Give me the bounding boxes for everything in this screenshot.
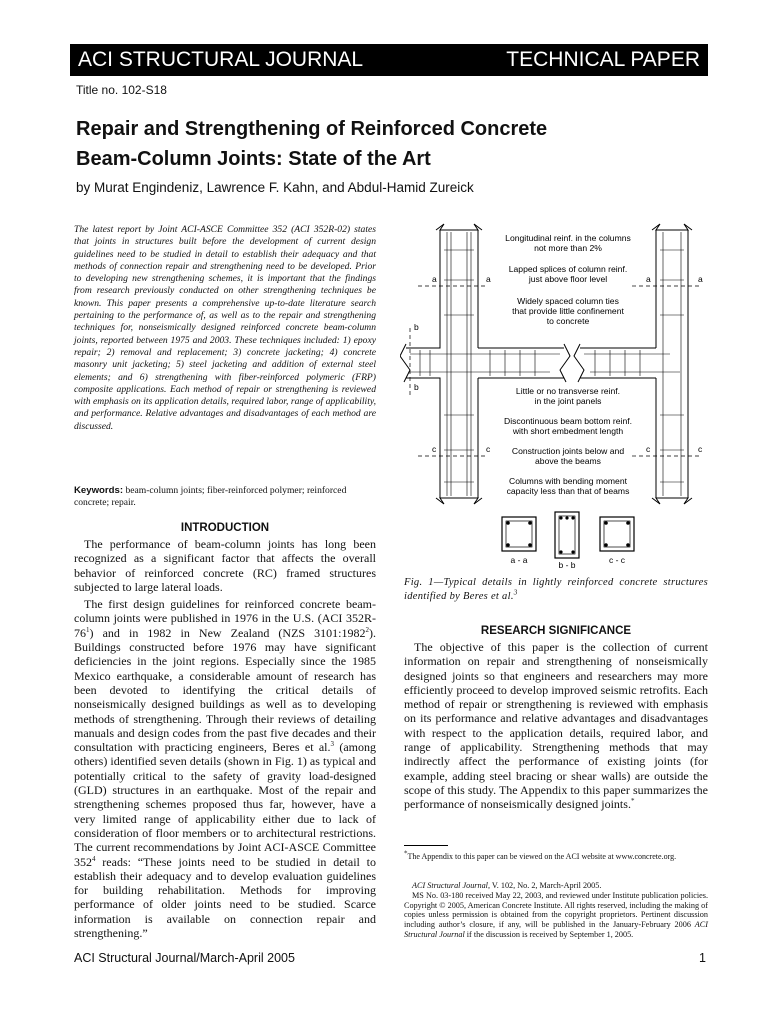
note-5: Widely spaced column ties bbox=[517, 296, 619, 306]
note-4: just above floor level bbox=[528, 274, 608, 284]
left-column-lower-edge bbox=[406, 378, 440, 498]
paper-title-line1: Repair and Strengthening of Reinforced Concrete bbox=[76, 118, 548, 140]
note-3: Lapped splices of column reinf. bbox=[508, 264, 628, 274]
note-10: Discontinuous beam bottom reinf. bbox=[503, 416, 633, 426]
note-6: that provide little confinement bbox=[512, 306, 624, 316]
note-8: Little or no transverse reinf. bbox=[515, 386, 621, 396]
paper-title-line2: Beam-Column Joints: State of the Art bbox=[76, 148, 431, 170]
journal-reference: ACI Structural Journal, V. 102, No. 2, March-April 2005. bbox=[412, 881, 602, 890]
section-mark-c-right: c bbox=[646, 444, 651, 454]
keywords-label: Keywords: bbox=[74, 485, 124, 496]
note-11: with short embedment length bbox=[512, 426, 624, 436]
research-significance-heading: RESEARCH SIGNIFICANCE bbox=[480, 625, 632, 637]
paper-title bbox=[76, 114, 696, 174]
figure-1-caption: Fig. 1—Typical details in lightly reinforced concrete structures identified by Beres et al.$^3$ bbox=[404, 577, 708, 602]
introduction-body bbox=[74, 537, 376, 940]
title-number: Title no. 102-S18 bbox=[76, 83, 167, 97]
section-mark-a-right: a bbox=[646, 274, 651, 284]
intro-paragraph-1: The performance of beam-column joints has long been recognized as a significant factor that affects the overall behavior of reinforced concrete (RC) framed structures subjected to large lateral loads. bbox=[74, 537, 376, 594]
paper-type: TECHNICAL PAPER bbox=[506, 48, 700, 71]
appendix-footnote: *The Appendix to this paper can be viewed on the ACI website at www.concrete.org. bbox=[404, 849, 677, 861]
introduction-heading: INTRODUCTION bbox=[180, 522, 270, 534]
note-7: to concrete bbox=[546, 316, 590, 326]
section-label-b-b: b - b bbox=[558, 560, 576, 570]
figure-1 bbox=[400, 220, 712, 576]
note-14: Columns with bending moment bbox=[509, 476, 627, 486]
section-mark-c-left: c bbox=[432, 444, 437, 454]
section-mark-b-bottom: b bbox=[414, 382, 419, 392]
note-12: Construction joints below and bbox=[511, 446, 625, 456]
note-2: not more than 2% bbox=[534, 243, 602, 253]
footer-journal: ACI Structural Journal/March-April 2005 bbox=[74, 951, 295, 965]
section-mark-c-left-2: c bbox=[486, 444, 491, 454]
section-mark-b-top: b bbox=[414, 322, 419, 332]
page-number: 1 bbox=[699, 951, 706, 965]
section-label-c-c: c - c bbox=[608, 555, 626, 565]
section-label-a-a: a - a bbox=[510, 555, 528, 565]
intro-paragraph-2: The first design guidelines for reinforced concrete beam-column joints were published in 1976 in the U.S. (ACI $352R-76^1$) and in 1982 in New Zealand (NZS 3101:1982$^2$). Buildings constructed before 1976 may have significant deficiencies in the joint regions. Especially since the 1985 Mexico earthquake, a considerable amount of research has been devoted to identifying the critical details of nonseismically designed buildings as well as to developing methods of strengthening. Through their reviews of detailing manuals and design codes from the past five decades and their consultation with practicing engineers, Beres et al.$^3$ (among others) identified seven details (shown in Fig. 1) as typical and potentially critical to the safety of gravity load-designed (GLD) structures in an earthquake. Most of the repair and strengthening schemes proposed thus far, however, have a very limited range of applicability either due to lack of consideration of floor members or to architectural restrictions. The current recommendations by Joint ACI-ASCE Committee $352^4$ reads: “These joints need to be studied in detail to establish their adequacy and to develop evaluation guidelines for building rehabilitation. Methods for improving performance of older joints need to be studied. Scarce information is available on connection repair and strengthening.” bbox=[74, 597, 377, 941]
keywords-text: beam-column joints; fiber-reinforced polymer; reinforced concrete; repair. bbox=[74, 485, 347, 508]
left-column-upper-edge bbox=[406, 230, 440, 348]
publication-note bbox=[404, 881, 708, 940]
note-13: above the beams bbox=[535, 456, 601, 466]
abstract: The latest report by Joint ACI-ASCE Committee 352 (ACI 352R-02) states that joints in structures built before the development of current design guidelines need to be studied in detail to establish their adequacy and that methods of connection repair and strengthening need to be developed. Prior to developing new strengthening schemes, it is important that the findings from research previously conducted on other strengthening techniques be known. This paper presents a comprehensive up-to-date literature search pertaining to the performance of, as well as to the repair and strengthening techniques for, nonseismically designed reinforced concrete beam-column joints, reported between 1975 and 2003. These techniques included: 1) epoxy repair; 2) removal and replacement; 3) concrete jacketing; 4) concrete masonry unit jacketing; 5) steel jacketing and addition of external steel elements; and 6) strengthening with fiber-reinforced polymeric (FRP) composite applications. Each method of repair or strengthening is reviewed with emphasis on its application details, required labor, range of applicability, and performance. Relative advantages and disadvantages of each method are discussed. bbox=[74, 224, 376, 432]
note-1: Longitudinal reinf. in the columns bbox=[505, 233, 631, 243]
journal-banner bbox=[70, 44, 708, 76]
research-significance-body bbox=[404, 640, 708, 812]
section-mark-c-right-2: c bbox=[698, 444, 703, 454]
section-mark-a-right-2: a bbox=[698, 274, 703, 284]
note-9: in the joint panels bbox=[534, 396, 602, 406]
research-paragraph: The objective of this paper is the collection of current information on repair and strengthening of nonseismically designed joints so that engineers and researchers may more efficiently proceed to develop improved seismic retrofits. Each method of repair or strengthening is reviewed with emphasis on its performance and relative advantages and disadvantages with respect to the application details, required labor, and range of applicability. Strengthening methods that may indirectly affect the performance of existing joints (for example, adding steel bracing or shear walls) are outside the scope of this study. The Appendix to this paper summarizes the performance of nonseismically designed joints.* bbox=[404, 640, 708, 812]
authors: by Murat Engindeniz, Lawrence F. Kahn, and Abdul-Hamid Zureick bbox=[76, 180, 474, 195]
note-15: capacity less than that of beams bbox=[506, 486, 630, 496]
figure-1-drawing bbox=[400, 220, 712, 576]
section-mark-a-left-2: a bbox=[486, 274, 491, 284]
footnote-rule bbox=[404, 845, 448, 846]
keywords bbox=[74, 485, 376, 509]
section-mark-a-left: a bbox=[432, 274, 437, 284]
journal-name: ACI STRUCTURAL JOURNAL bbox=[78, 48, 364, 71]
manuscript-note: MS No. 03-180 received May 22, 2003, and reviewed under Institute publication policies. Copyright © 2005, American Concrete Institute. All rights reserved, including the making of copies unless permission is obtained from the copyright proprietors. Pertinent discussion including author’s closure, if any, will be published in the January-February 2006 ACI Structural Journal if the discussion is received by September 1, 2005. bbox=[404, 890, 708, 939]
